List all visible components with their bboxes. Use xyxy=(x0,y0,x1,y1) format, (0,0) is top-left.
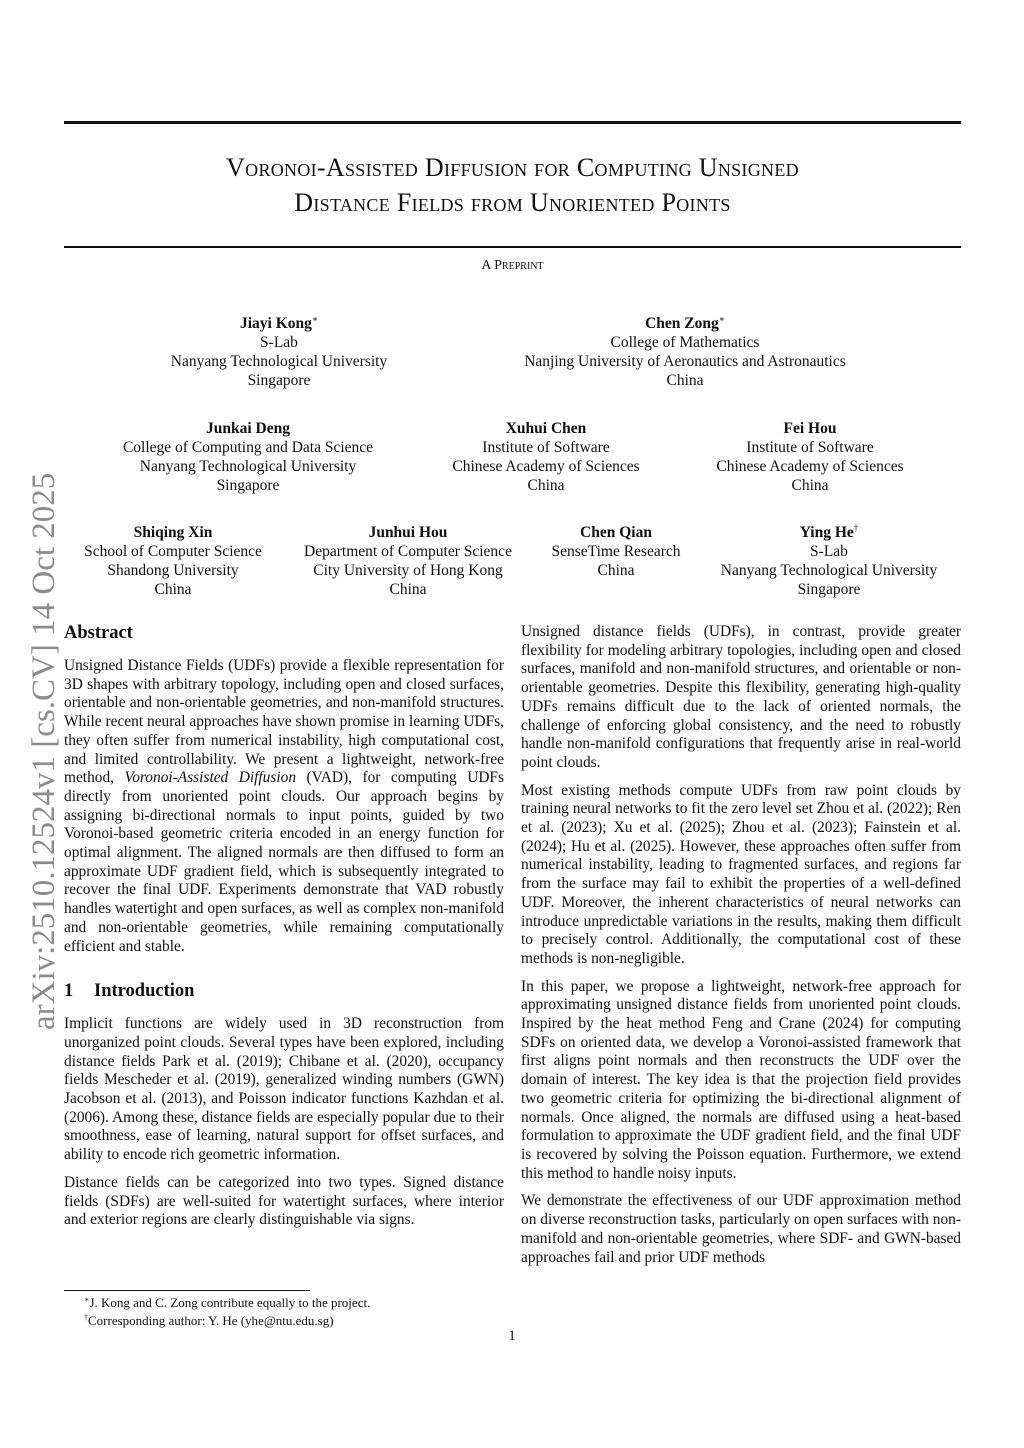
title-top-rule xyxy=(64,121,961,124)
affiliation-line: Singapore xyxy=(247,372,311,389)
affiliation-line: S-Lab xyxy=(260,334,298,351)
affiliation-line: Chinese Academy of Sciences xyxy=(452,458,640,475)
author-block-kong xyxy=(171,314,387,390)
title-bottom-rule xyxy=(64,246,961,248)
author-name: Ying He xyxy=(799,524,854,541)
author-mark: ∗ xyxy=(718,314,725,324)
affiliation-line: Singapore xyxy=(797,581,861,598)
section-heading-introduction xyxy=(64,980,504,1002)
right-column xyxy=(521,623,961,1276)
author-block-jhou xyxy=(304,523,512,599)
author-name: Shiqing Xin xyxy=(133,524,213,541)
author-mark: ∗ xyxy=(311,314,319,324)
author-name: Junhui Hou xyxy=(368,524,448,541)
author-name: Chen Zong xyxy=(645,315,719,332)
method-name: Voronoi-Assisted Diffusion xyxy=(124,769,297,787)
affiliation-line: Nanyang Technological University xyxy=(720,562,938,579)
body-paragraph: In this paper, we propose a lightweight, network-free approach for approximating unsigned distance fields from unoriented point clouds. Inspired by the heat method Feng and Crane (2024) for computing SDFs on oriented data, we develop a Voronoi-assisted framework that first aligns point normals and then reconstructs the UDF over the domain of interest. The key idea is that the projection field provides two geometric criteria for optimizing the bi-directional alignment of normals. Once aligned, the normals are diffused using a heat-based formulation to approximate the UDF gradient field, and the final UDF is recovered by solving the Poisson equation. Furthermore, we extend this method to handle noisy inputs. xyxy=(521,977,961,1182)
author-name: Xuhui Chen xyxy=(505,420,587,437)
author-block-qian xyxy=(551,523,680,580)
footnote-text: Corresponding author: Y. He (yhe@ntu.edu.sg) xyxy=(88,1313,334,1328)
body-paragraph: Unsigned distance fields (UDFs), in contrast, provide greater flexibility for modeling arbitrary topologies, including open and closed surfaces, manifold and non-manifold structures, and orientable or non-orientable geometries. Despite this flexibility, generating high-quality UDFs remains difficult due to the lack of oriented normals, the challenge of enforcing global consistency, and the need to robustly handle non-manifold configurations that frequently arise in real-world point clouds. xyxy=(521,623,961,771)
title-line-2: Distance Fields from Unoriented Points xyxy=(294,188,731,217)
affiliation-line: Nanyang Technological University xyxy=(139,458,357,475)
arxiv-identifier: arXiv:2510.12524v1 [cs.CV] 14 Oct 2025 xyxy=(26,472,62,1030)
author-block-chen xyxy=(452,419,639,495)
affiliation-line: Nanjing University of Aeronautics and Astronautics xyxy=(524,353,846,370)
affiliation-line: China xyxy=(597,562,635,579)
body-paragraph: Most existing methods compute UDFs from raw point clouds by training neural networks to fit the zero level set Zhou et al. (2022); Ren et al. (2023); Xu et al. (2025); Zhou et al. (2023); Fainstein et al. (2024); Hu et al. (2025). However, these approaches often suffer from numerical instability, leading to fragmented surfaces, and regions far from the surface may fail to exhibit the properties of a well-defined UDF. Moreover, the inherent characteristics of neural networks can introduce unpredictable variations in the results, making them difficult to precisely control. Additionally, the computational cost of these methods is non-negligible. xyxy=(521,781,961,967)
author-block-zong xyxy=(524,314,846,390)
affiliation-line: SenseTime Research xyxy=(551,543,681,560)
author-name: Fei Hou xyxy=(783,420,837,437)
footnote-mark: † xyxy=(84,1313,88,1322)
affiliation-line: Institute of Software xyxy=(746,439,874,456)
affiliation-line: S-Lab xyxy=(810,543,848,560)
affiliation-line: China xyxy=(389,581,427,598)
preprint-label: A Preprint xyxy=(481,258,544,273)
footnote-mark: ∗ xyxy=(84,1295,90,1304)
abstract-text: Unsigned Distance Fields (UDFs) provide a flexible representation for 3D shapes with arbitrary topology, including open and closed surfaces, orientable and non-orientable geometries, and non-manifold structures. While recent neural approaches have shown promise in learning UDFs, they often suffer from numerical instability, high computational cost, and limited controllability. We present a lightweight, network-free method, Voronoi-Assisted Diffusion (VAD), for computing UDFs directly from unoriented point clouds. Our approach begins by assigning bi-directional normals to input points, guided by two Voronoi-based geometric criteria encoded in an energy function for optimal alignment. The aligned normals are then diffused to form an approximate UDF gradient field, which is subsequently integrated to recover the final UDF. Experiments demonstrate that VAD robustly handles watertight and open surfaces, as well as complex non-manifold and non-orientable geometries, while remaining computationally efficient and stable. xyxy=(64,657,504,955)
title-line-1: Voronoi-Assisted Diffusion for Computing Unsigned xyxy=(226,153,799,182)
affiliation-line: China xyxy=(154,581,192,598)
affiliation-line: City University of Hong Kong xyxy=(313,562,503,579)
author-name: Junkai Deng xyxy=(206,420,290,437)
author-block-deng xyxy=(123,419,373,495)
author-block-xin xyxy=(84,523,262,599)
page-number: 1 xyxy=(508,1328,516,1344)
affiliation-line: Institute of Software xyxy=(482,439,610,456)
affiliation-line: School of Computer Science xyxy=(84,543,262,560)
affiliation-line: Nanyang Technological University xyxy=(170,353,388,370)
author-name: Jiayi Kong xyxy=(239,315,312,332)
section-number: 1 xyxy=(64,981,74,1002)
paper-title xyxy=(64,150,961,220)
affiliation-line: College of Computing and Data Science xyxy=(122,439,374,456)
affiliation-line: College of Mathematics xyxy=(610,334,760,351)
section-title: Introduction xyxy=(94,981,195,1002)
affiliation-line: China xyxy=(791,477,829,494)
intro-paragraph: Implicit functions are widely used in 3D reconstruction from unorganized point clouds. Several types have been explored, including distance fields Park et al. (2019); Chibane et al. (2020), occupancy fields Mescheder et al. (2019), generalized winding numbers (GWN) Jacobson et al. (2013), and Poisson indicator functions Kazhdan et al. (2006). Among these, distance fields are especially popular due to their smoothness, ease of learning, natural support for offset surfaces, and ability to encode rich geometric information. xyxy=(64,1015,504,1164)
footnote-1 xyxy=(84,1294,370,1311)
footnote-text: J. Kong and C. Zong contribute equally to the project. xyxy=(89,1295,371,1310)
body-paragraph: We demonstrate the effectiveness of our UDF approximation method on diverse reconstruction tasks, particularly on open surfaces with non-manifold and non-orientable geometries, where SDF- and GWN-based approaches fail and prior UDF methods xyxy=(521,1192,961,1266)
footnote-rule xyxy=(64,1290,310,1291)
affiliation-line: Chinese Academy of Sciences xyxy=(716,458,904,475)
author-mark: † xyxy=(853,523,859,533)
author-name: Chen Qian xyxy=(580,524,652,541)
abstract-heading: Abstract xyxy=(64,623,133,643)
left-column xyxy=(64,622,504,1239)
affiliation-line: Shandong University xyxy=(107,562,239,579)
author-block-hou xyxy=(716,419,903,495)
footnote-2 xyxy=(84,1312,334,1329)
author-block-he xyxy=(721,523,937,599)
affiliation-line: Department of Computer Science xyxy=(304,543,512,560)
affiliation-line: Singapore xyxy=(216,477,280,494)
intro-paragraph: Distance fields can be categorized into two types. Signed distance fields (SDFs) are well-suited for watertight surfaces, where interior and exterior regions are clearly distinguishable via signs. xyxy=(64,1173,504,1229)
affiliation-line: China xyxy=(666,372,704,389)
affiliation-line: China xyxy=(527,477,565,494)
